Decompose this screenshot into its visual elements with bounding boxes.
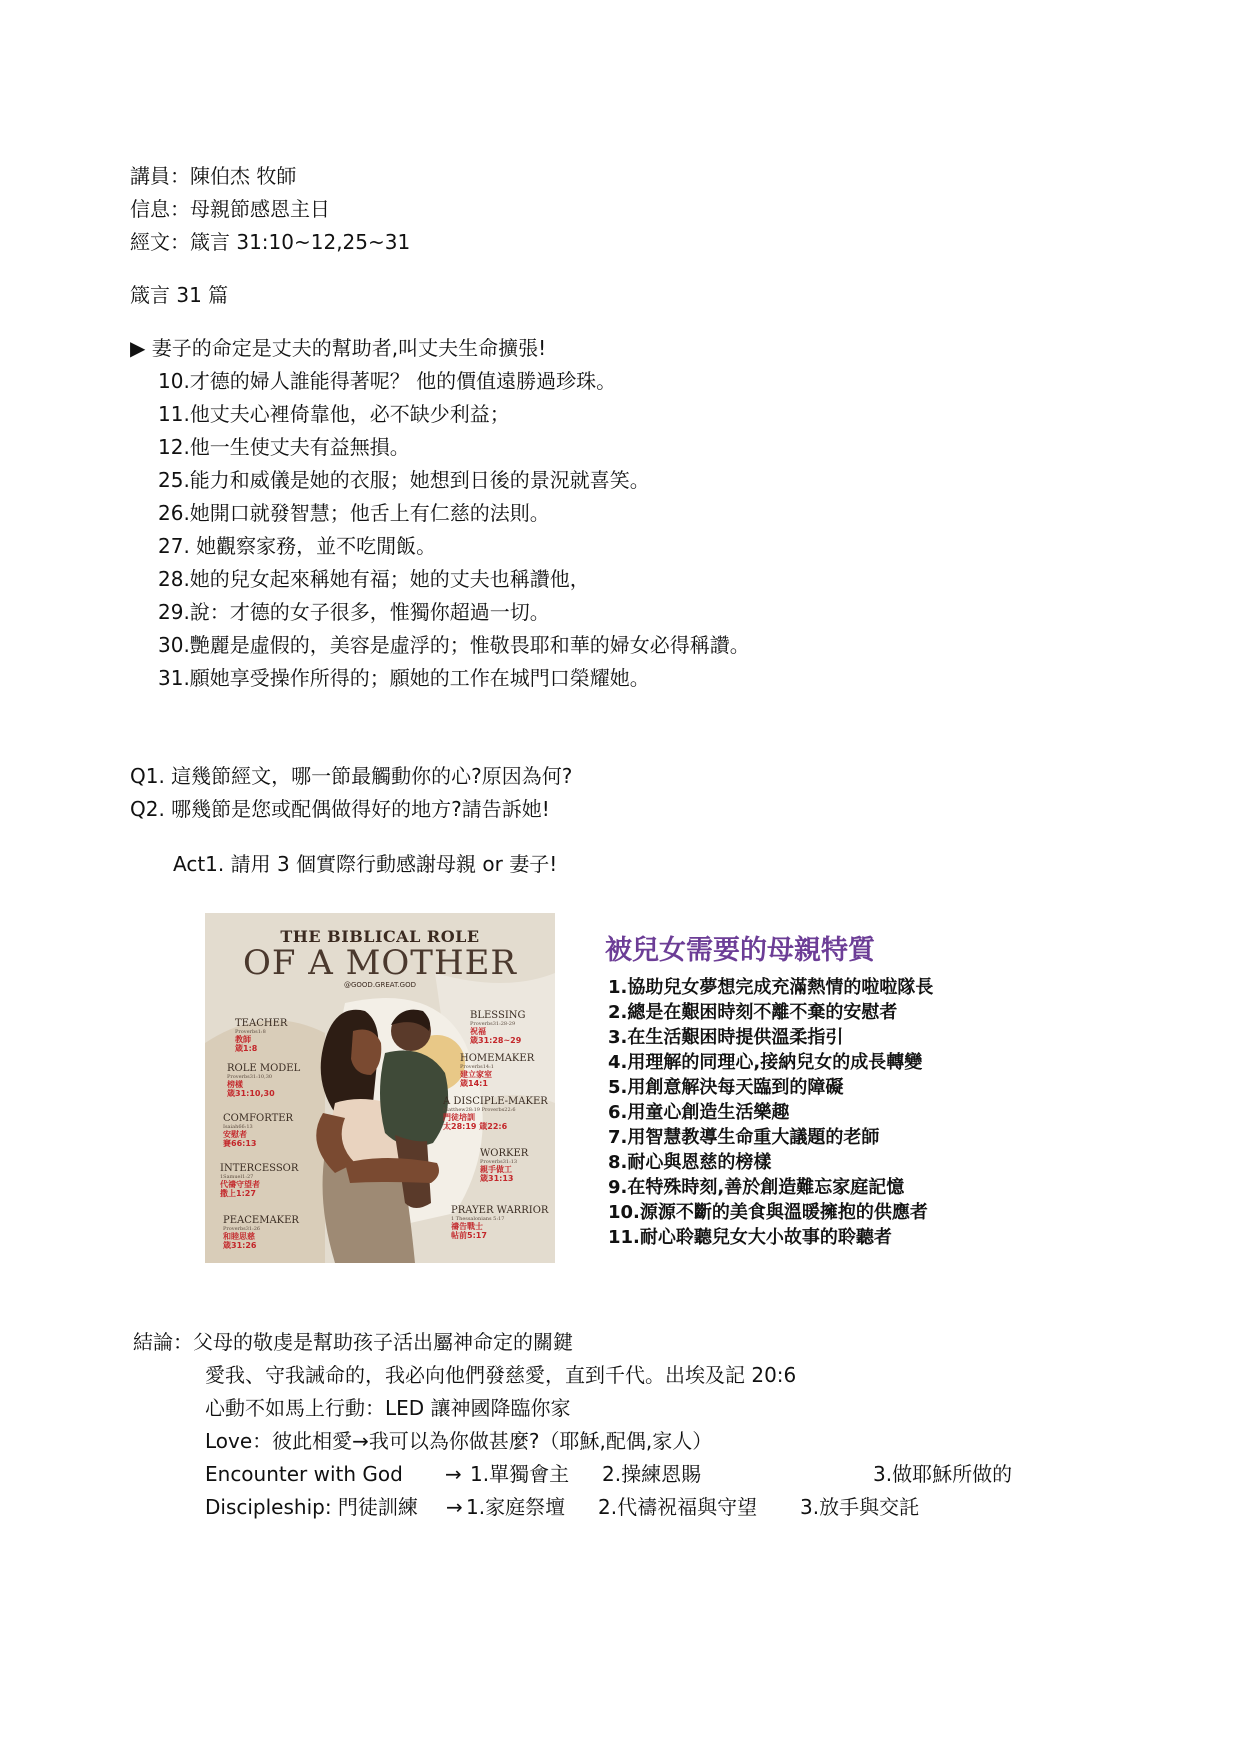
trait-item: 8.耐心與恩慈的榜樣 [608,1152,772,1173]
verse-line: 30.艷麗是虛假的，美容是虛浮的；惟敬畏耶和華的婦女必得稱讚。 [158,633,750,657]
trait-item: 4.用理解的同理心,接納兒女的成長轉變 [608,1052,923,1073]
encounter-label: Encounter with God [205,1462,403,1486]
verse-line: 26.她開口就發智慧；他舌上有仁慈的法則。 [158,501,550,525]
verse-line: 31.願她享受操作所得的；願她的工作在城門口榮耀她。 [158,666,650,690]
poster-role-teacher: TEACHER Proverbs1:8 教師 箴1:8 [235,1018,288,1053]
bullet-line [130,336,546,360]
poster-role-peacemaker: PEACEMAKER Proverbs31:26 和睦思慈 箴31:26 [223,1215,299,1250]
scripture-line: 經文：箴言 31:10~12,25~31 [130,230,411,254]
question-2: Q2. 哪幾節是您或配偶做得好的地方?請告訴她! [130,797,550,821]
chapter-heading: 箴言 31 篇 [130,283,229,307]
conclusion-line: 愛我、守我誡命的，我必向他們發慈愛，直到千代。出埃及記 20:6 [205,1363,797,1387]
play-triangle-icon: ▶ [130,336,146,360]
poster-role-comforter: COMFORTER Isaiah66:13 安慰者 賽66:13 [223,1113,294,1148]
verse-line: 11.他丈夫心裡倚靠他，必不缺少利益； [158,402,510,426]
verse-line: 27. 她觀察家務，並不吃閒飯。 [158,534,437,558]
action-1: Act1. 請用 3 個實際行動感謝母親 or 妻子! [173,852,558,876]
poster-role-worker: WORKER Proverbs31:13 親手做工 箴31:13 [480,1148,529,1183]
encounter-item-2: 2.操練恩賜 [602,1462,702,1486]
discipleship-item-2: 2.代禱祝福與守望 [598,1495,758,1519]
conclusion-text: 父母的敬虔是幫助孩子活出屬神命定的關鍵 [193,1330,573,1354]
trait-item: 5.用創意解決每天臨到的障礙 [608,1077,844,1098]
trait-item: 7.用智慧教導生命重大議題的老師 [608,1127,880,1148]
poster-title-line-1: THE BIBLICAL ROLE [280,927,480,946]
trait-item: 3.在生活艱困時提供溫柔指引 [608,1027,844,1048]
verse-line: 12.他一生使丈夫有益無損。 [158,435,410,459]
poster-role-disciple-maker: A DISCIPLE-MAKER Matthew28:19 Proverbs22:6 門徒培訓 太28:19 箴22:6 [443,1096,548,1131]
conclusion-line: Love：彼此相愛→我可以為你做甚麼?（耶穌,配偶,家人） [205,1429,713,1453]
poster-handle: @GOOD.GREAT.GOD [343,981,416,989]
message-line: 信息：母親節感恩主日 [130,197,330,221]
encounter-item-3: 3.做耶穌所做的 [873,1462,1013,1486]
discipleship-label: Discipleship: 門徒訓練 [205,1495,418,1519]
poster-title-line-2: OF A MOTHER [242,943,518,983]
verse-line: 29.說：才德的女子很多，惟獨你超過一切。 [158,600,550,624]
poster-role-intercessor: INTERCESSOR 1Samuel1:27 代禱守望者 撒上1:27 [220,1163,299,1198]
poster-role-homemaker: HOMEMAKER Proverbs14:1 建立家室 箴14:1 [460,1053,535,1088]
encounter-item-1: 1.單獨會主 [470,1462,570,1486]
trait-item: 11.耐心聆聽兒女大小故事的聆聽者 [608,1227,892,1248]
trait-item: 6.用童心創造生活樂趣 [608,1102,790,1123]
poster-role-blessing: BLESSING Proverbs31:28-29 祝福 箴31:28~29 [470,1010,526,1045]
discipleship-item-3: 3.放手與交託 [800,1495,920,1519]
verse-line: 10.才德的婦人誰能得著呢？ 他的價值遠勝過珍珠。 [158,369,617,393]
verse-line: 28.她的兒女起來稱她有福；她的丈夫也稱讚他， [158,567,590,591]
poster-role-role-model: ROLE MODEL Proverbs31:10,30 榜樣 箴31:10,30 [227,1063,301,1098]
trait-item: 10.源源不斷的美食與溫暖擁抱的供應者 [608,1202,928,1223]
conclusion-label: 結論： [133,1330,193,1354]
traits-title: 被兒女需要的母親特質 [605,935,875,966]
verse-line: 25.能力和威儀是她的衣服；她想到日後的景況就喜笑。 [158,468,650,492]
trait-item: 9.在特殊時刻,善於創造難忘家庭記憶 [608,1177,905,1198]
conclusion-line: 心動不如馬上行動：LED 讓神國降臨你家 [205,1396,571,1420]
discipleship-item-1: 1.家庭祭壇 [466,1495,566,1519]
bullet-text: 妻子的命定是丈夫的幫助者,叫丈夫生命擴張! [151,336,547,360]
trait-item: 2.總是在艱困時刻不離不棄的安慰者 [608,1002,898,1023]
conclusion-heading [133,1330,573,1354]
poster-role-prayer-warrior: PRAYER WARRIOR 1 Thessalonians 5:17 禱告戰士 帖前5:17 [451,1205,549,1240]
right-arrow-icon: → [446,1495,463,1519]
speaker-line: 講員：陳伯杰 牧師 [130,164,297,188]
right-arrow-icon: → [445,1462,462,1486]
trait-item: 1.協助兒女夢想完成充滿熱情的啦啦隊長 [608,977,934,998]
question-1: Q1. 這幾節經文，哪一節最觸動你的心?原因為何? [130,764,573,788]
biblical-role-mother-poster [205,913,555,1263]
